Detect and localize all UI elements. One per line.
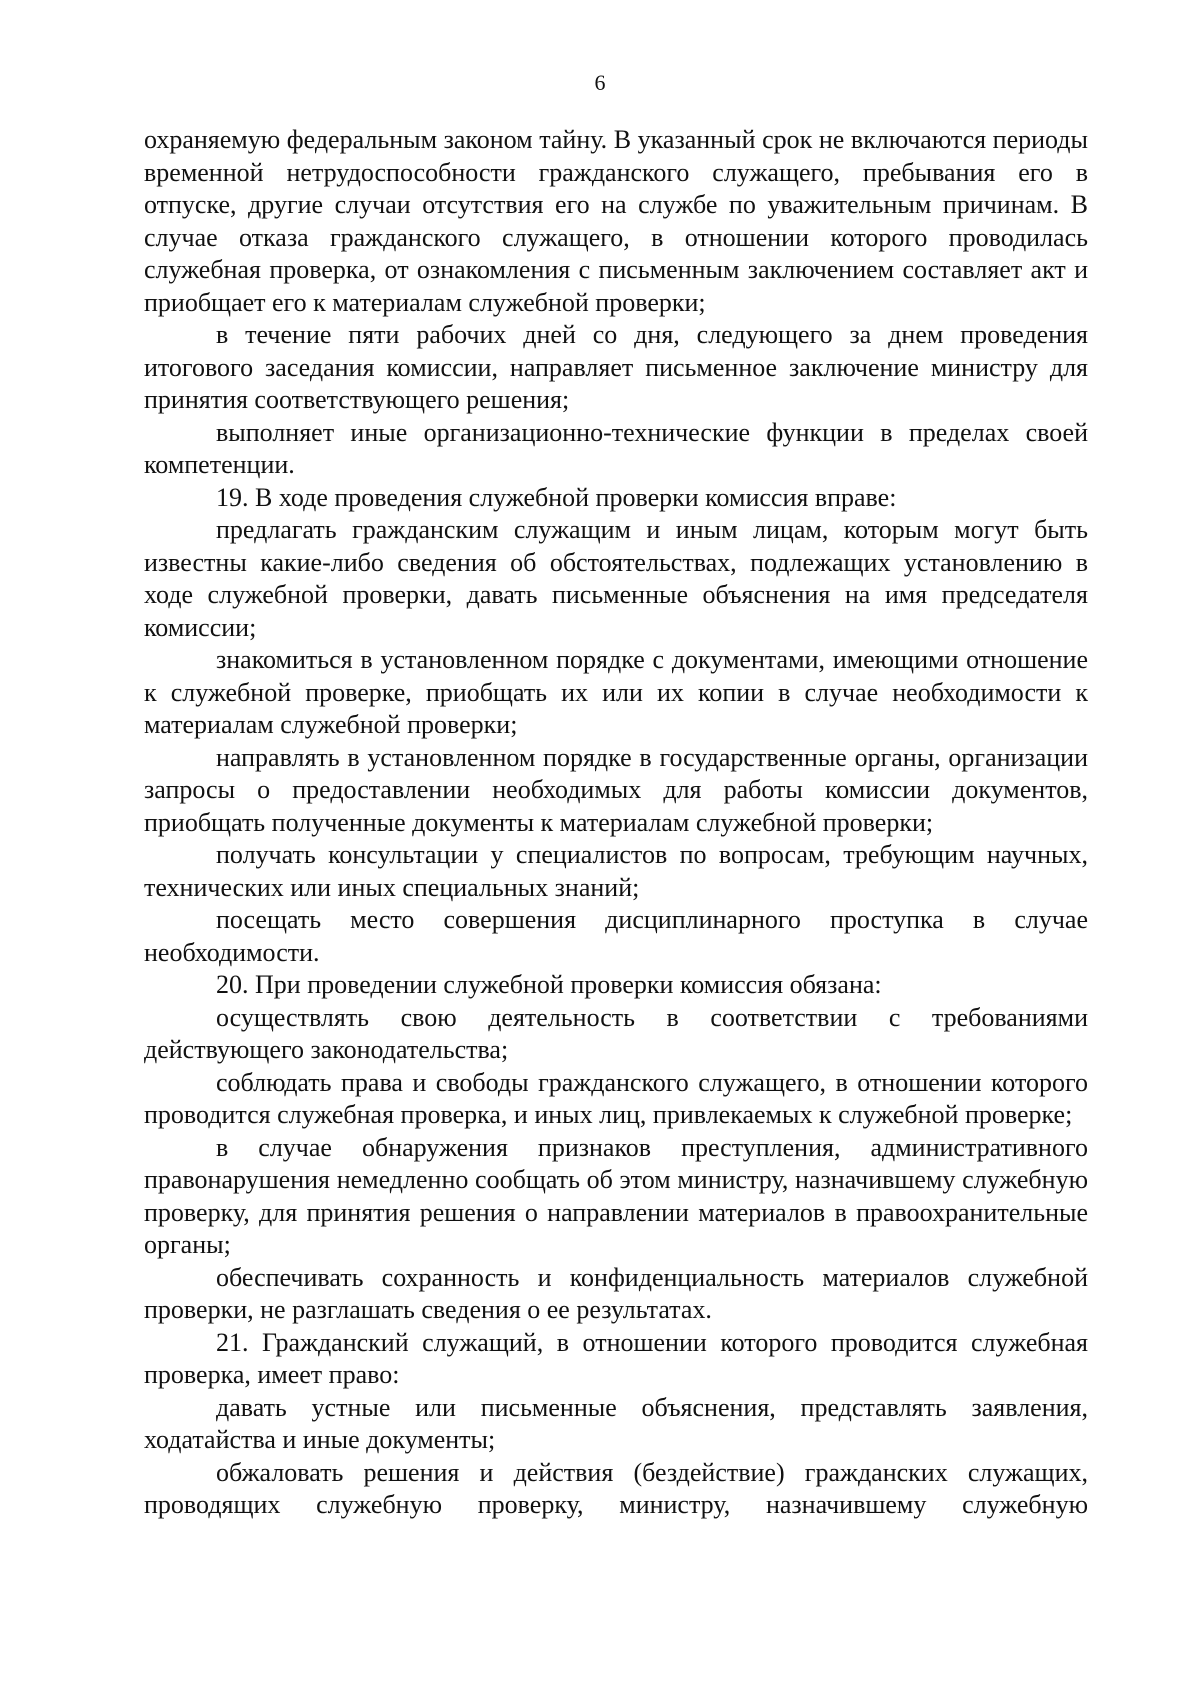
paragraph-consultations: получать консультации у специалистов по вопросам, требующим научных, технических или иных специальных знаний;	[144, 840, 1088, 902]
paragraph-appeal-decisions: обжаловать решения и действия (бездействие) гражданских служащих, проводящих служебную проверку, министру, назначившему служебную	[144, 1457, 1088, 1519]
clause-19-heading: 19. В ходе проведения служебной проверки комиссия вправе:	[216, 482, 897, 512]
document-body	[144, 124, 1088, 1522]
paragraph-send-conclusion: в течение пяти рабочих дней со дня, следующего за днем проведения итогового заседания комиссии, направляет письменное заключение министру для принятия соответствующего решения;	[144, 320, 1088, 414]
paragraph-request-explanations: предлагать гражданским служащим и иным лицам, которым могут быть известны какие-либо сведения об обстоятельствах, подлежащих установлению в ходе служебной проверки, давать письменные объяснения на имя председателя комиссии;	[144, 515, 1088, 642]
paragraph-confidentiality: обеспечивать сохранность и конфиденциальность материалов служебной проверки, не разглашать сведения о ее результатах.	[144, 1262, 1088, 1324]
paragraph-visit-site: посещать место совершения дисциплинарного проступка в случае необходимости.	[144, 905, 1088, 967]
paragraph-comply-law: осуществлять свою деятельность в соответствии с требованиями действующего законодательства;	[144, 1002, 1088, 1064]
page-number: 6	[594, 70, 606, 95]
paragraph-other-functions: выполняет иные организационно-технические функции в пределах своей компетенции.	[144, 417, 1088, 479]
paragraph-report-crime: в случае обнаружения признаков преступления, административного правонарушения немедленно сообщать об этом министру, назначившему служебную проверку, для принятия решения о направлении материалов в правоохранительные органы;	[144, 1132, 1088, 1259]
paragraph-review-documents: знакомиться в установленном порядке с документами, имеющими отношение к служебной проверке, приобщать их или их копии в случае необходимости к материалам служебной проверки;	[144, 645, 1088, 739]
clause-21-heading: 21. Гражданский служащий, в отношении которого проводится служебная проверка, имеет право:	[144, 1327, 1088, 1389]
paragraph-continuation: охраняемую федеральным законом тайну. В указанный срок не включаются периоды временной нетрудоспособности гражданского служащего, пребывания его в отпуске, другие случаи отсутствия его на службе по уважительным причинам. В случае отказа гражданского служащего, в отношении которого проводилась служебная проверка, от ознакомления с письменным заключением составляет акт и приобщает его к материалам служебной проверки;	[144, 125, 1088, 317]
paragraph-send-requests: направлять в установленном порядке в государственные органы, организации запросы о предоставлении необходимых для работы комиссии документов, приобщать полученные документы к материалам служебной проверки;	[144, 742, 1088, 837]
clause-20-heading: 20. При проведении служебной проверки комиссия обязана:	[216, 970, 882, 999]
paragraph-give-explanations: давать устные или письменные объяснения, представлять заявления, ходатайства и иные документы;	[144, 1392, 1088, 1454]
paragraph-respect-rights: соблюдать права и свободы гражданского служащего, в отношении которого проводится служебная проверка, и иных лиц, привлекаемых к служебной проверке;	[144, 1067, 1088, 1129]
